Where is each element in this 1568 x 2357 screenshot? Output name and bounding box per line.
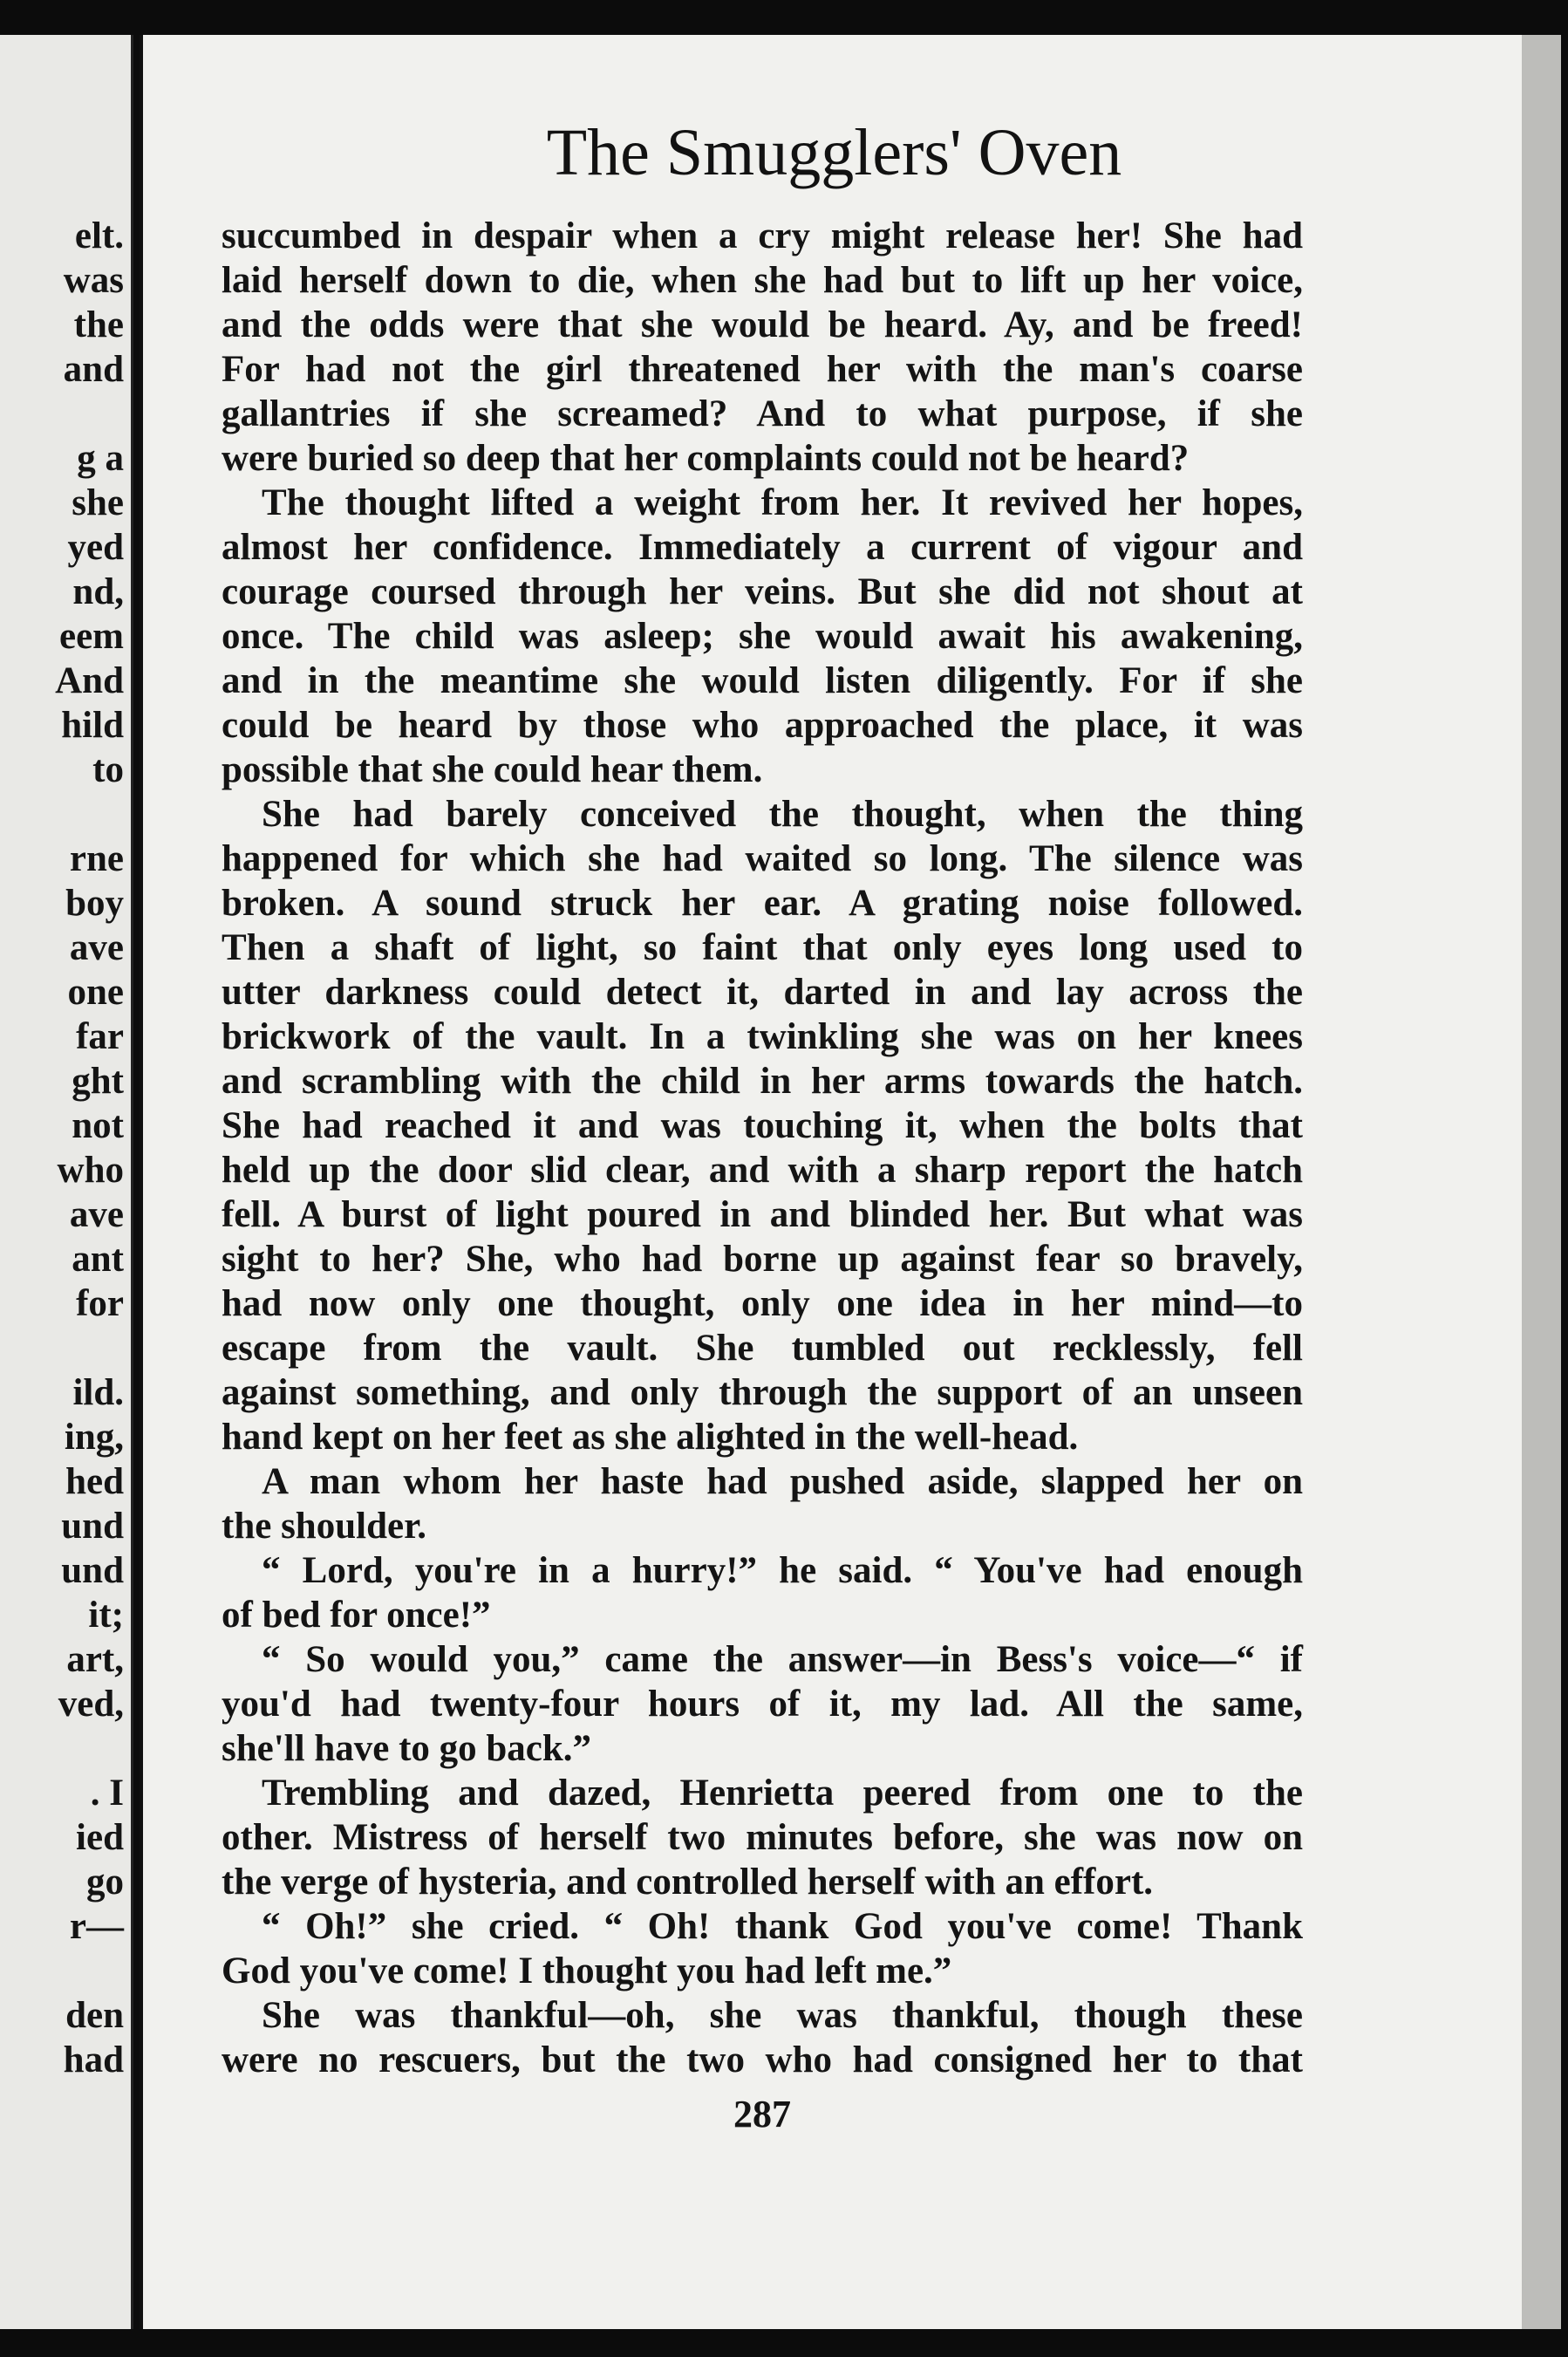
text-line: fell. A burst of light poured in and blinded her. But what was (222, 1194, 1303, 1235)
prev-line: one (67, 972, 124, 1013)
text-line: sight to her? She, who had borne up against fear so bravely, (222, 1239, 1303, 1280)
page-stack-edge (1522, 35, 1561, 2329)
prev-line: ant (72, 1239, 124, 1280)
text-line: God you've come! I thought you had left me.” (222, 1951, 952, 1991)
prev-line: ing, (64, 1417, 124, 1458)
prev-line: rne (69, 838, 124, 879)
prev-line (2, 1726, 124, 1771)
body-text (222, 214, 1303, 2082)
prev-line: yed (67, 527, 124, 568)
prev-line: r— (69, 1906, 124, 1947)
previous-page-edge (0, 35, 133, 2329)
text-line: were buried so deep that her complaints could not be heard? (222, 438, 1190, 479)
text-line: succumbed in despair when a cry might release her! She had (222, 215, 1303, 256)
text-line: Trembling and dazed, Henrietta peered from one to the (262, 1773, 1303, 1814)
text-line: against something, and only through the support of an unseen (222, 1372, 1303, 1413)
prev-line: to (92, 749, 124, 790)
text-line: had now only one thought, only one idea in her mind—to (222, 1283, 1303, 1324)
text-line: The thought lifted a weight from her. It revived her hopes, (262, 482, 1303, 523)
text-line: once. The child was asleep; she would await his awakening, (222, 616, 1303, 657)
text-line: and in the meantime she would listen diligently. For if she (222, 660, 1303, 701)
prev-line (2, 792, 124, 837)
prev-line (2, 392, 124, 436)
book-page (140, 35, 1525, 2329)
text-line: possible that she could hear them. (222, 749, 763, 790)
text-line: and scrambling with the child in her arms towards the hatch. (222, 1061, 1303, 1102)
previous-page-text (2, 214, 124, 2082)
page-title: The Smugglers' Oven (546, 116, 1122, 189)
text-line: brickwork of the vault. In a twinkling she was on her knees (222, 1016, 1303, 1057)
prev-line: hild (61, 705, 124, 746)
prev-line: for (76, 1283, 124, 1324)
prev-line: ied (76, 1817, 124, 1858)
text-line: courage coursed through her veins. But she did not shout at (222, 571, 1303, 612)
text-line: you'd had twenty-four hours of it, my lad. All the same, (222, 1684, 1303, 1725)
text-line: were no rescuers, but the two who had consigned her to that (222, 2039, 1303, 2080)
prev-line: eem (59, 616, 124, 657)
prev-line: ght (72, 1061, 124, 1102)
text-line: laid herself down to die, when she had but to lift up her voice, (222, 260, 1303, 301)
prev-line (2, 1949, 124, 1993)
prev-line (2, 1326, 124, 1370)
prev-line: and (63, 349, 124, 390)
text-line: happened for which she had waited so long. The silence was (222, 838, 1303, 879)
prev-line: boy (65, 883, 124, 924)
text-line: held up the door slid clear, and with a sharp report the hatch (222, 1150, 1303, 1191)
prev-line: who (57, 1150, 124, 1191)
text-line: She was thankful—oh, she was thankful, though these (262, 1995, 1303, 2036)
text-line: could be heard by those who approached the place, it was (222, 705, 1303, 746)
text-line: and the odds were that she would be heard. Ay, and be freed! (222, 304, 1303, 345)
prev-line: the (73, 304, 124, 345)
text-line: the shoulder. (222, 1506, 426, 1547)
page-number: 287 (733, 2093, 791, 2135)
prev-line: g a (77, 438, 124, 479)
text-line: utter darkness could detect it, darted in and lay across the (222, 972, 1303, 1013)
prev-line: und (61, 1550, 124, 1591)
text-line: of bed for once!” (222, 1595, 491, 1636)
prev-line: und (61, 1506, 124, 1547)
text-line: she'll have to go back.” (222, 1728, 592, 1769)
text-line: For had not the girl threatened her with the man's coarse (222, 349, 1303, 390)
prev-line: den (65, 1995, 124, 2036)
text-line: hand kept on her feet as she alighted in the well-head. (222, 1417, 1079, 1458)
text-line: She had reached it and was touching it, when the bolts that (222, 1105, 1303, 1146)
prev-line: ave (69, 927, 124, 968)
prev-line: not (72, 1105, 124, 1146)
prev-line: ved, (58, 1684, 124, 1725)
prev-line: she (72, 482, 124, 523)
prev-line: go (86, 1862, 124, 1903)
prev-line: nd, (72, 571, 124, 612)
text-line: other. Mistress of herself two minutes before, she was now on (222, 1817, 1303, 1858)
prev-line: hed (65, 1461, 124, 1502)
text-line: almost her confidence. Immediately a current of vigour and (222, 527, 1303, 568)
text-line: Then a shaft of light, so faint that only eyes long used to (222, 927, 1303, 968)
prev-line: ild. (72, 1372, 124, 1413)
text-line: gallantries if she screamed? And to what purpose, if she (222, 393, 1303, 434)
prev-line: . I (90, 1773, 124, 1814)
prev-line: art, (66, 1639, 124, 1680)
prev-line: was (63, 260, 124, 301)
text-line: “ Lord, you're in a hurry!” he said. “ You've had enough (262, 1550, 1303, 1591)
text-line: She had barely conceived the thought, when the thing (262, 794, 1303, 835)
prev-line: it; (88, 1595, 124, 1636)
text-line: escape from the vault. She tumbled out recklessly, fell (222, 1328, 1303, 1369)
text-line: broken. A sound struck her ear. A grating noise followed. (222, 883, 1303, 924)
text-line: “ Oh!” she cried. “ Oh! thank God you've come! Thank (262, 1906, 1303, 1947)
prev-line: far (76, 1016, 124, 1057)
prev-line: And (55, 660, 124, 701)
prev-line: had (63, 2039, 124, 2080)
prev-line: ave (69, 1194, 124, 1235)
text-line: the verge of hysteria, and controlled herself with an effort. (222, 1862, 1154, 1903)
text-line: “ So would you,” came the answer—in Bess's voice—“ if (262, 1639, 1303, 1680)
text-line: A man whom her haste had pushed aside, slapped her on (262, 1461, 1303, 1502)
prev-line: elt. (74, 215, 124, 256)
